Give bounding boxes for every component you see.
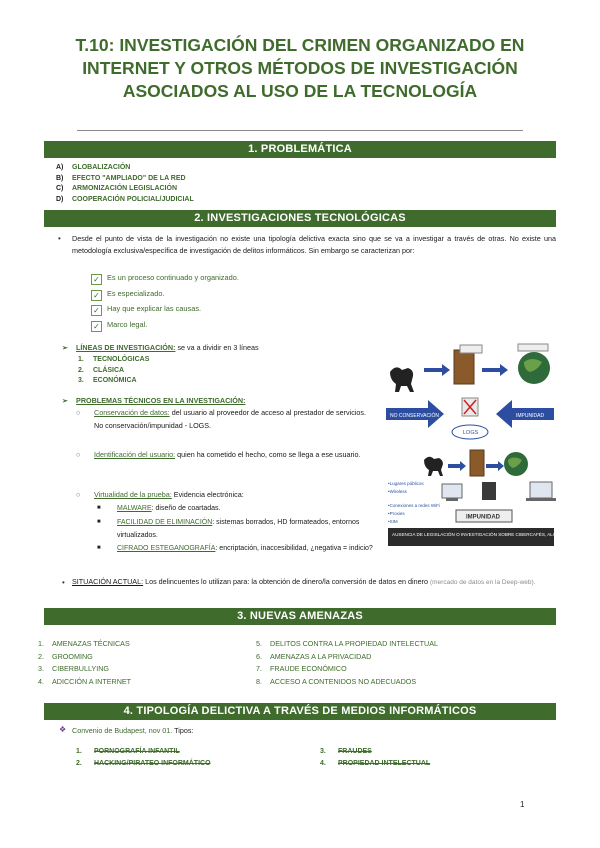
list-item: 2. CLÁSICA bbox=[78, 366, 125, 374]
section-heading-nuevas-amenazas: 3. NUEVAS AMENAZAS bbox=[44, 608, 556, 625]
diamond-bullet-icon: ❖ bbox=[59, 725, 67, 734]
list-item: 4. ADICCIÓN A INTERNET bbox=[38, 676, 132, 686]
logs-label: LOGS bbox=[463, 430, 479, 436]
lineas-list bbox=[78, 355, 149, 387]
tipos-list-left bbox=[76, 746, 211, 770]
checkbox-icon: ✓ bbox=[91, 274, 102, 285]
door-icon bbox=[454, 350, 474, 384]
cifrado-item: ■ CIFRADO ESTEGANOGRAFÍA: encriptación, inaccesibilidad, ¿negativa = indicio? bbox=[117, 542, 379, 555]
tipos-list-right bbox=[320, 746, 430, 770]
router-icon bbox=[482, 482, 496, 500]
list-item: 3. FRAUDES bbox=[320, 748, 372, 755]
threats-list-right bbox=[256, 638, 438, 688]
note-proxies: •Proxies bbox=[388, 511, 405, 516]
malware-item: ■ MALWARE: diseño de coartadas. bbox=[117, 502, 379, 515]
note-sim: •SIM bbox=[388, 519, 398, 524]
list-item: 2. GROOMING bbox=[38, 651, 93, 661]
list-item: ✓ Es especializado. bbox=[91, 286, 239, 302]
page-title: T.10: INVESTIGACIÓN DEL CRIMEN ORGANIZADO EN INTERNET Y OTROS MÉTODOS DE INVESTIGACIÓN ASOCIADOS AL USO DE LA TECNOLOGÍA bbox=[75, 35, 525, 101]
square-bullet-icon: ■ bbox=[97, 505, 101, 511]
facilidad-item: ■ FACILIDAD DE ELIMINACIÓN: sistemas borrados, HD formateados, entornos virtualizados. bbox=[117, 516, 379, 542]
list-item: 5. DELITOS CONTRA LA PROPIEDAD INTELECTUAL bbox=[256, 639, 439, 648]
list-item: 1. TECNOLÓGICAS bbox=[78, 356, 150, 363]
lineas-heading: ➢ LÍNEAS DE INVESTIGACIÓN: se va a dividir en 3 líneas bbox=[62, 343, 259, 352]
arrow-icon: ➢ bbox=[62, 343, 69, 352]
list-item: 1. PORNOGRAFÍA INFANTIL bbox=[76, 748, 180, 755]
list-item: ✓ Hay que explicar las causas. bbox=[91, 301, 239, 317]
conservacion-item: ○ Conservación de datos: del usuario al proveedor de acceso al prestador de servicios. No conservación/impunidad - LOGS. bbox=[76, 408, 366, 430]
no-conservacion-label: NO CONSERVACIÓN bbox=[390, 413, 439, 419]
list-item: ✓ Marco legal. bbox=[91, 317, 239, 333]
checkbox-icon: ✓ bbox=[91, 305, 102, 316]
situacion-paragraph: SITUACIÓN ACTUAL: Los delincuentes lo utilizan para: la obtención de dinero/la conversión de datos en dinero (mercado de datos en la Deep-web). bbox=[72, 577, 536, 586]
logs-diagram bbox=[384, 340, 556, 442]
list-item: 8. ACCESO A CONTENIDOS NO ADECUADOS bbox=[256, 676, 417, 686]
note-lugares: •Lugares públicos bbox=[388, 481, 424, 486]
list-item: 2. HACKING/PIRATEO INFORMÁTICO bbox=[76, 760, 211, 767]
circle-bullet-icon: ○ bbox=[76, 490, 81, 499]
list-item: 7. FRAUDE ECONÓMICO bbox=[256, 664, 347, 674]
bullet-icon: • bbox=[58, 234, 61, 243]
section-heading-investigaciones: 2. INVESTIGACIONES TECNOLÓGICAS bbox=[44, 210, 556, 227]
list-item: 1. AMENAZAS TÉCNICAS bbox=[38, 639, 130, 648]
square-bullet-icon: ■ bbox=[97, 519, 101, 525]
door-icon bbox=[470, 450, 484, 476]
note-wireless: •Wireless bbox=[388, 489, 407, 494]
list-item: D) COOPERACIÓN POLICIAL/JUDICIAL bbox=[56, 195, 194, 203]
bullet-icon: • bbox=[62, 578, 65, 587]
laptop-icon bbox=[530, 482, 552, 498]
title-divider bbox=[77, 130, 523, 131]
impunidad-diagram bbox=[384, 448, 586, 550]
circle-bullet-icon: ○ bbox=[76, 408, 81, 417]
arrow-icon: ➢ bbox=[62, 396, 69, 405]
computer-icon bbox=[442, 484, 462, 498]
square-bullet-icon: ■ bbox=[97, 545, 101, 551]
intro-paragraph: Desde el punto de vista de la investigación no existe una tipología delictiva exacta sino que se va a investigar a través de otras. No existe una metodología exclusiva/específica de investigación de delitos informáticos. Sin embargo se caracterizan por: bbox=[72, 234, 556, 255]
page-number: 1 bbox=[520, 800, 525, 809]
impunidad-label: IMPUNIDAD bbox=[516, 413, 545, 419]
checkbox-icon: ✓ bbox=[91, 321, 102, 332]
list-item: C) ARMONIZACIÓN LEGISLACIÓN bbox=[56, 185, 177, 192]
circle-bullet-icon: ○ bbox=[76, 450, 81, 459]
section-heading-tipologia: 4. TIPOLOGÍA DELICTIVA A TRAVÉS DE MEDIOS INFORMÁTICOS bbox=[44, 703, 556, 720]
characteristics-list bbox=[91, 270, 239, 332]
impunidad-box-label: IMPUNIDAD bbox=[466, 514, 500, 521]
virtualidad-item: ○ Virtualidad de la prueba: Evidencia electrónica: bbox=[76, 490, 244, 499]
list-item: 3. CIBERBULLYING bbox=[38, 664, 109, 674]
list-item: 4. PROPIEDAD INTELECTUAL bbox=[320, 760, 431, 767]
list-item: B) EFECTO "AMPLIADO" DE LA RED bbox=[56, 174, 186, 182]
note-wifi: •Conexiones a redes WiFi bbox=[388, 503, 440, 508]
section-heading-problematica: 1. PROBLEMÁTICA bbox=[44, 141, 556, 158]
list-item: A) GLOBALIZACIÓN bbox=[56, 164, 131, 171]
list-item: 6. AMENAZAS A LA PRIVACIDAD bbox=[256, 651, 372, 661]
convenio-line: Convenio de Budapest, nov 01. Tipos: bbox=[72, 726, 194, 735]
checkbox-icon: ✓ bbox=[91, 290, 102, 301]
threats-list-left bbox=[38, 638, 131, 688]
list-item: 3. ECONÓMICA bbox=[78, 377, 137, 384]
problemas-heading: ➢ PROBLEMAS TÉCNICOS EN LA INVESTIGACIÓN: bbox=[62, 396, 246, 405]
problematica-list bbox=[56, 163, 194, 205]
list-item: ✓ Es un proceso continuado y organizado. bbox=[91, 270, 239, 286]
legislacion-footer: AUSENCIA DE LEGISLACIÓN O INVESTIGACIÓN SOBRE CIBERCAFÉS, ALOJAMIENTO, ... bbox=[392, 532, 586, 537]
identificacion-item: ○ Identificación del usuario: quien ha cometido el hecho, como se llega a ese usuario. bbox=[76, 450, 361, 459]
